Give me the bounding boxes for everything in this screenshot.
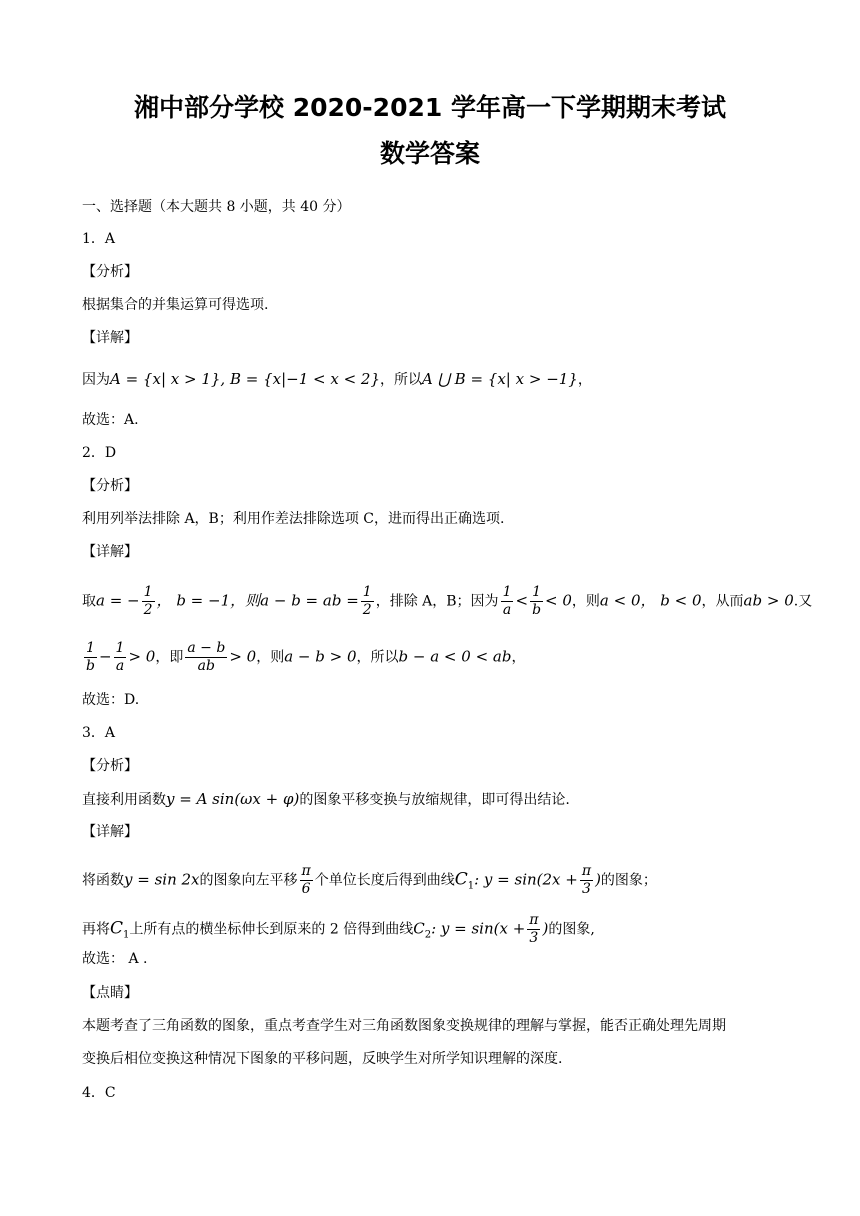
- q2-also: .又: [793, 593, 813, 610]
- q1-conclusion: 故选：A.: [82, 412, 139, 428]
- q2-thus: ，从而: [701, 593, 744, 610]
- q2-inv-a-fraction: $\frac{1}{a}$: [502, 584, 512, 618]
- q3-d2-eq: : y = sin(x +: [431, 919, 526, 938]
- q3-pi-3-fraction: $\frac{\pi}{3}$: [581, 863, 592, 897]
- q2-diff-fraction: $\frac{a - b}{ab}$: [187, 640, 226, 674]
- q3-analysis-label: 【分析】: [82, 758, 138, 774]
- q2-a-neg: a < 0: [599, 591, 641, 610]
- q3-detail-line-1: [82, 863, 657, 898]
- q3-c1-sub: 1: [467, 880, 475, 892]
- q2-so: ，所以: [356, 649, 399, 666]
- q1-detail-prefix: 因为: [82, 372, 110, 388]
- q1-union-formula: A ⋃ B = {x| x > −1}: [422, 370, 578, 388]
- q3-d1-mid: 的图象向左平移: [199, 872, 298, 889]
- q2-end: ，: [511, 649, 526, 666]
- q2-then: ，则: [571, 593, 600, 610]
- q2-b-neg: ， b < 0: [640, 591, 702, 610]
- q1-analysis-label: 【分析】: [82, 264, 138, 280]
- document-subtitle: 数学答案: [379, 139, 480, 168]
- q2-inv-a-fraction-2: $\frac{1}{a}$: [115, 640, 125, 674]
- q2-lt0: < 0: [545, 591, 572, 610]
- q1-sets-formula: A = {x| x > 1}, B = {x|−1 < x < 2}: [110, 370, 380, 388]
- q3-comment-line-2: 变换后相位变换这种情况下图象的平移问题，反映学生对所学知识理解的深度.: [82, 1051, 563, 1067]
- q3-d1-close: ): [595, 870, 601, 889]
- q2-detail-line-2: [82, 640, 525, 675]
- q3-detail-line-2: [82, 912, 595, 947]
- q3-comment-label: 【点睛】: [82, 985, 138, 1001]
- q2-half-fraction: $\frac{1}{2}$: [143, 584, 153, 618]
- q2-then-2: ，则: [256, 649, 285, 666]
- q1-detail-suffix: ，: [577, 372, 592, 388]
- q2-detail-label: 【详解】: [82, 544, 138, 560]
- q2-ab-pos: ab > 0: [743, 591, 794, 610]
- q3-pi-3-fraction-2: $\frac{\pi}{3}$: [529, 912, 539, 946]
- q1-detail-label: 【详解】: [82, 330, 138, 346]
- q3-analysis-func: y = A sin(ωx + φ): [166, 790, 300, 808]
- q2-expr: a − b = ab =: [260, 591, 359, 610]
- q2-analysis-text: 利用列举法排除 A，B；利用作差法排除选项 C，进而得出正确选项.: [82, 511, 505, 527]
- q3-c1-sub-2: 1: [123, 929, 130, 941]
- q2-inv-b-fraction-2: $\frac{1}{b}$: [86, 640, 95, 674]
- q3-d2-close: ): [542, 919, 549, 938]
- q2-inv-b-fraction: $\frac{1}{b}$: [532, 584, 542, 618]
- q2-gt0: > 0: [128, 647, 156, 666]
- q2-b-value: ， b = −1，则: [156, 591, 261, 610]
- q3-c1-label-2: C: [110, 918, 124, 939]
- q3-number: 3．A: [82, 725, 116, 741]
- q3-d2-suffix: 的图象,: [548, 921, 595, 938]
- q3-analysis-text: [82, 789, 570, 810]
- q3-d1-mid2: 个单位长度后得到曲线: [314, 872, 455, 889]
- q2-half-fraction-2: $\frac{1}{2}$: [362, 584, 372, 618]
- q2-detail-line-1: [82, 584, 812, 619]
- q4-number: 4．C: [82, 1085, 116, 1101]
- q3-d2-prefix: 再将: [82, 921, 110, 938]
- q1-detail-line: [82, 369, 592, 390]
- q2-minus: −: [98, 647, 112, 666]
- q3-comment-line-1: 本题考查了三角函数的图象，重点考查学生对三角函数图象变换规律的理解与掌握，能否正确处理先周期: [82, 1018, 726, 1034]
- q2-a-value: a = −: [96, 591, 140, 610]
- q3-d1-func: y = sin 2x: [124, 870, 200, 889]
- q1-analysis-text: 根据集合的并集运算可得选项.: [82, 297, 269, 313]
- section-heading: 一、选择题（本大题共 8 小题，共 40 分）: [82, 199, 351, 215]
- q2-number: 2．D: [82, 445, 117, 461]
- q2-lt: <: [515, 591, 529, 610]
- q3-d1-prefix: 将函数: [82, 872, 124, 889]
- q3-c1-label: C: [454, 869, 468, 890]
- q3-detail-label: 【详解】: [82, 824, 138, 840]
- q3-d1-eq: : y = sin(2x +: [474, 870, 578, 889]
- q3-d2-mid: 上所有点的横坐标伸长到原来的 2 倍得到曲线: [129, 921, 414, 938]
- q2-gt0b: > 0: [229, 647, 257, 666]
- q2-take: 取: [82, 593, 96, 610]
- q3-c2-sub: 2: [424, 929, 432, 941]
- q3-analysis-suffix: 的图象平移变换与放缩规律，即可得出结论.: [299, 792, 570, 808]
- q1-detail-mid: ，所以: [380, 372, 422, 388]
- q2-exclude: ，排除 A，B；因为: [375, 593, 499, 610]
- q3-conclusion: 故选： A .: [82, 951, 148, 967]
- q2-amb: a − b > 0: [284, 647, 357, 666]
- q3-d1-suffix: 的图象；: [600, 872, 657, 889]
- q2-final-ineq: b − a < 0 < ab: [398, 647, 512, 666]
- q1-number: 1．A: [82, 231, 116, 247]
- document-title: 湘中部分学校 2020-2021 学年高一下学期期末考试: [134, 93, 726, 122]
- q3-c2-label: C: [413, 919, 425, 938]
- q2-conclusion: 故选：D.: [82, 692, 140, 708]
- q3-pi-6-fraction: $\frac{\pi}{6}$: [301, 863, 311, 897]
- q2-analysis-label: 【分析】: [82, 478, 138, 494]
- q2-ie: ，即: [155, 649, 184, 666]
- q3-analysis-prefix: 直接利用函数: [82, 792, 166, 808]
